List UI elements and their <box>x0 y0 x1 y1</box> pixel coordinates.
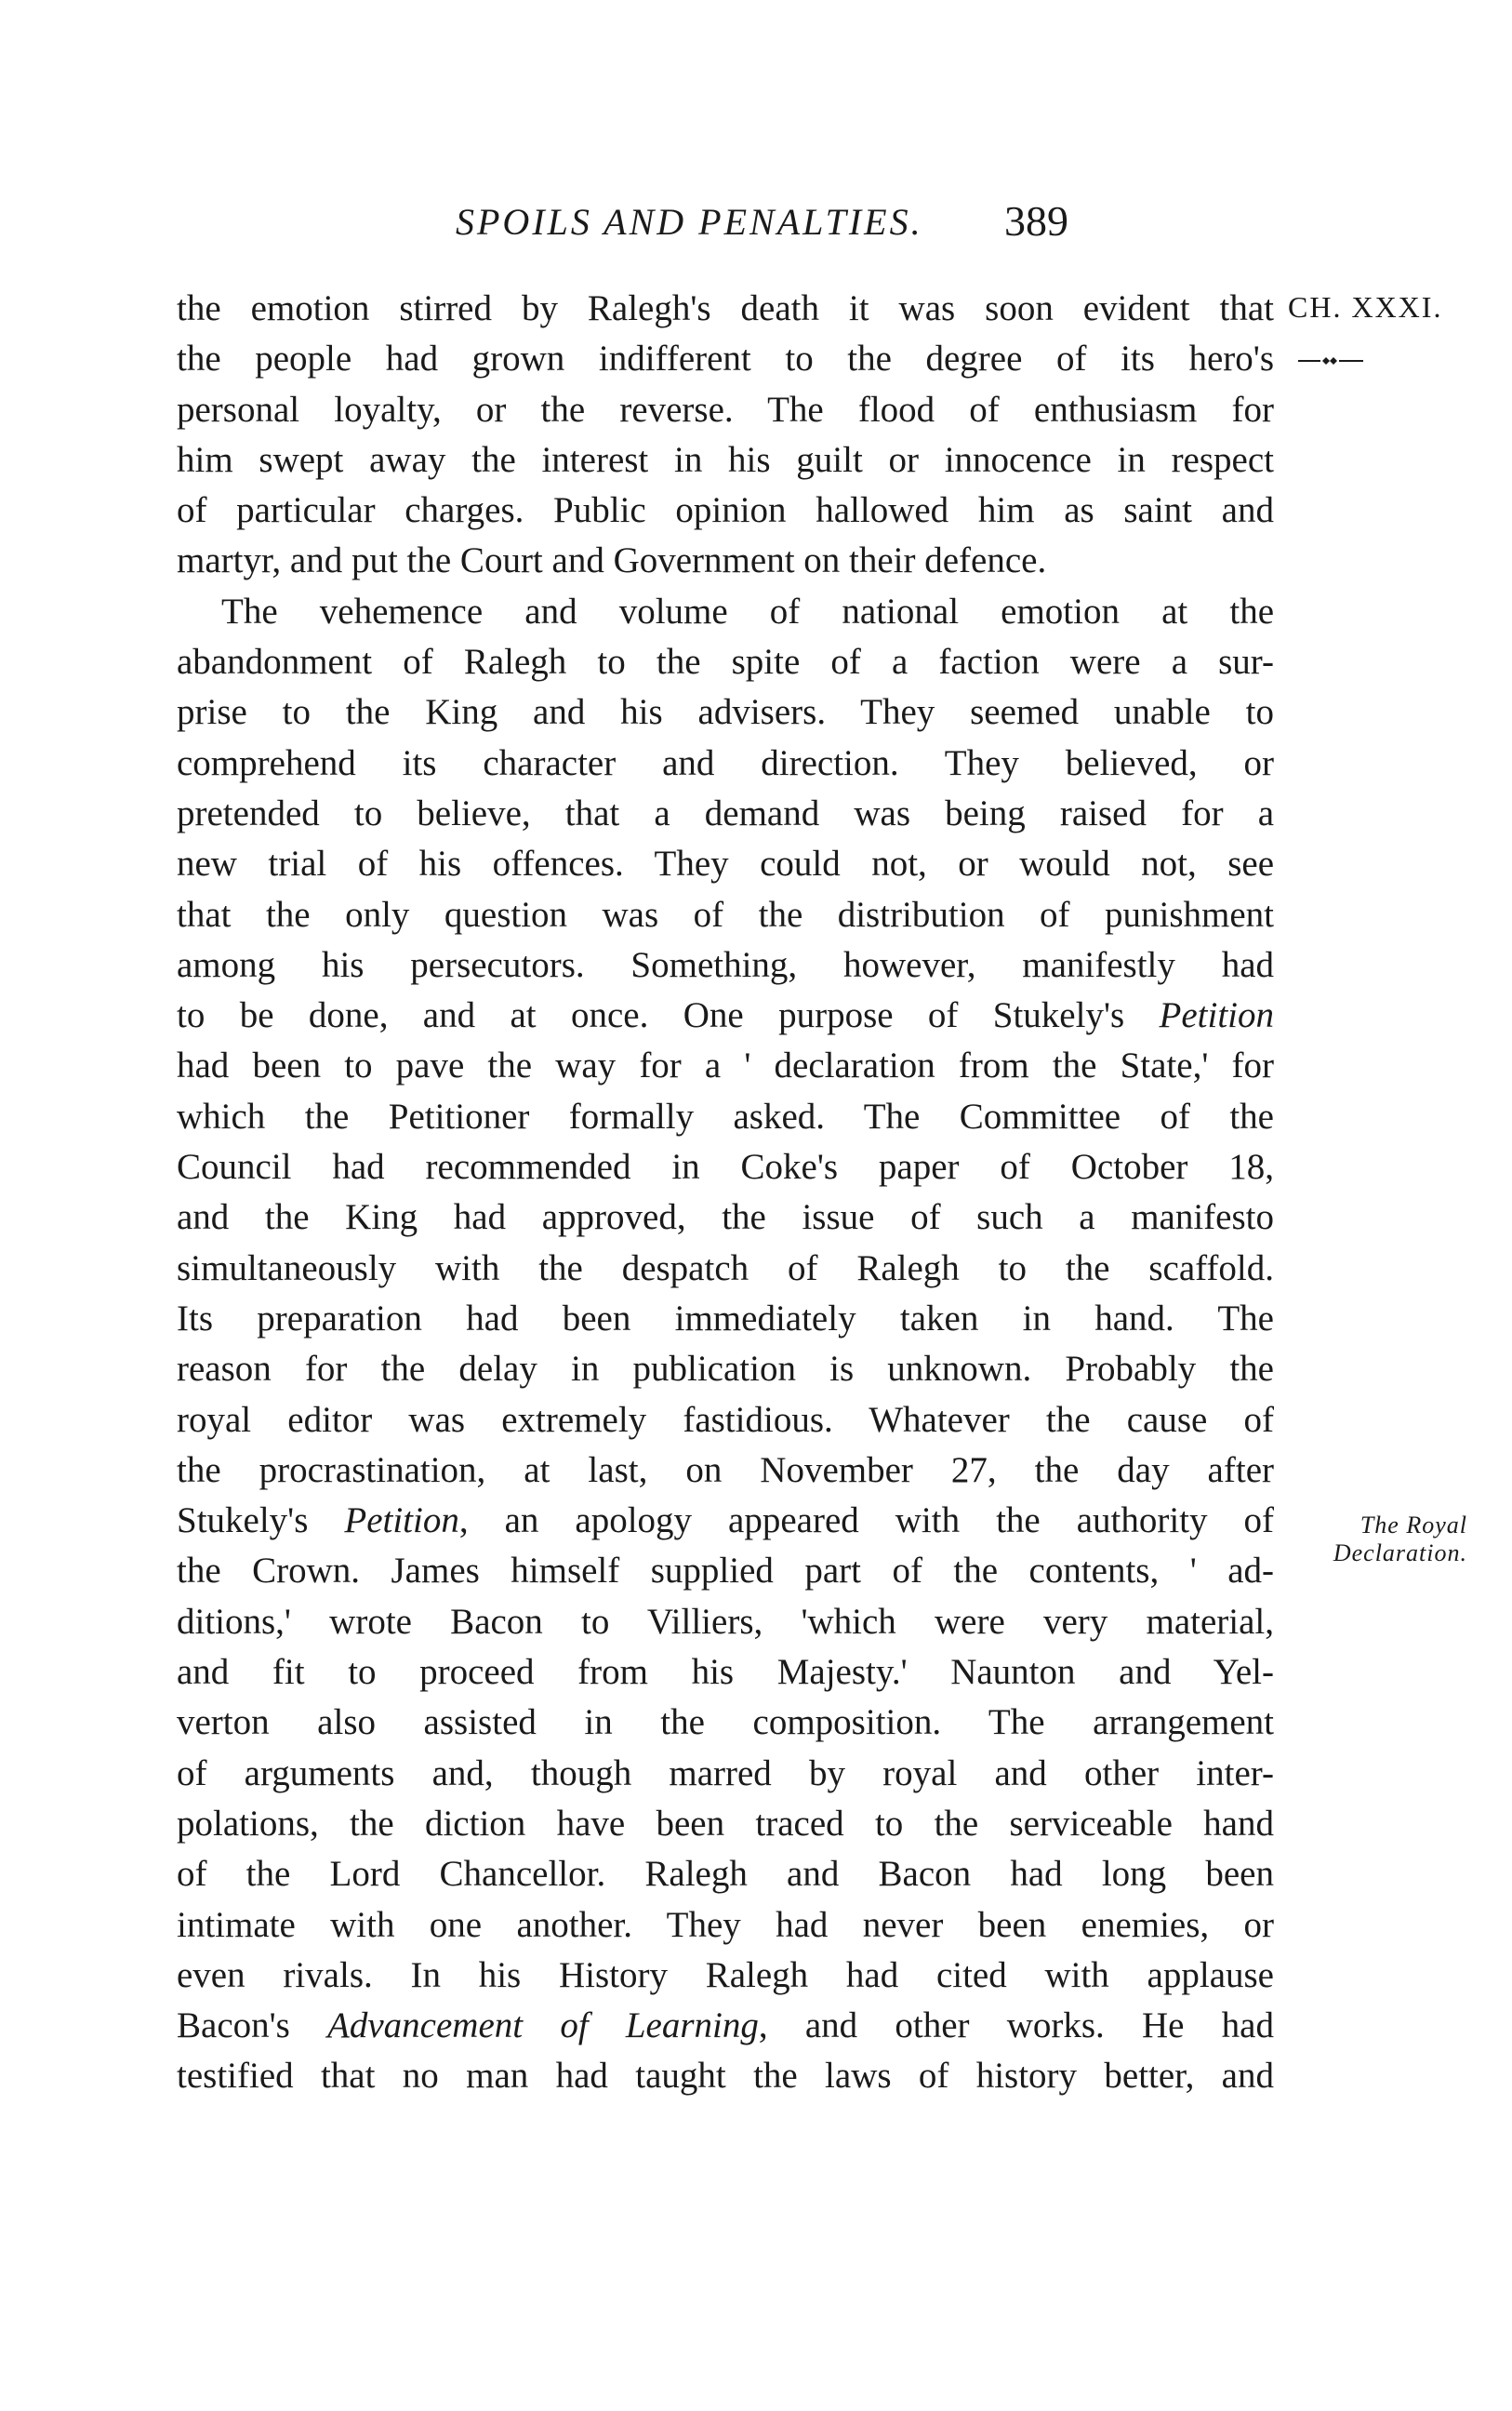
text-line: verton also assisted in the composition. The arrangement <box>177 1702 1274 1743</box>
margin-note-royal-declaration <box>1281 1512 1467 1567</box>
text-line: among his persecutors. Something, however, manifestly had <box>177 944 1274 985</box>
italic-title: Petition <box>1159 995 1274 1036</box>
text-line: pretended to believe, that a demand was being raised for a <box>177 793 1274 833</box>
text-line: royal editor was extremely fastidious. Whatever the cause of <box>177 1399 1274 1440</box>
text-line: him swept away the interest in his guilt or innocence in respect <box>177 439 1274 480</box>
text-line: the people had grown indifferent to the degree of its hero's <box>177 339 1274 380</box>
page-number: 389 <box>1004 197 1068 245</box>
text-line: of the Lord Chancellor. Ralegh and Bacon had long been <box>177 1854 1274 1895</box>
text-span: Stukely's <box>177 1500 345 1541</box>
text-span: , an apology appeared with the authority of <box>458 1500 1274 1541</box>
margin-note-chapter: CH. XXXI. <box>1288 290 1443 324</box>
text-line: the procrastination, at last, on November 27, the day after <box>177 1449 1274 1490</box>
text-line: testified that no man had taught the laws of history better, and <box>177 2056 1274 2097</box>
margin-note-line: Declaration. <box>1333 1539 1467 1566</box>
text-line: personal loyalty, or the reverse. The flood of enthusiasm for <box>177 389 1274 430</box>
text-line: Its preparation had been immediately taken in hand. The <box>177 1298 1274 1339</box>
text-line: simultaneously with the despatch of Ralegh to the scaffold. <box>177 1247 1274 1288</box>
text-line: even rivals. In his History Ralegh had cited with applause <box>177 1954 1274 1995</box>
text-span: to be done, and at once. One purpose of Stukely's <box>177 995 1160 1036</box>
text-line: of arguments and, though marred by royal and other inter- <box>177 1752 1274 1793</box>
text-line: reason for the delay in publication is unknown. Probably the <box>177 1349 1274 1390</box>
margin-note-line: The Royal <box>1359 1512 1467 1539</box>
text-span: , and other works. He had <box>758 2005 1274 2046</box>
text-line <box>177 991 1274 1041</box>
text-line: intimate with one another. They had never been enemies, or <box>177 1904 1274 1945</box>
ornament-dash-icon <box>1298 355 1363 366</box>
text-line <box>177 1496 1274 1546</box>
text-line: which the Petitioner formally asked. The Committee of the <box>177 1096 1274 1137</box>
text-line: Council had recommended in Coke's paper of October 18, <box>177 1147 1274 1188</box>
text-line: the emotion stirred by Ralegh's death it was soon evident that <box>177 288 1274 328</box>
text-line: The vehemence and volume of national emotion at the <box>221 591 1274 632</box>
text-line <box>177 2001 1274 2051</box>
italic-title: Advancement of Learning <box>327 2005 759 2046</box>
text-line: of particular charges. Public opinion hallowed him as saint and <box>177 490 1274 531</box>
running-head-title: SPOILS AND PENALTIES. <box>456 201 923 243</box>
text-line: had been to pave the way for a ' declaration from the State,' for <box>177 1046 1274 1086</box>
text-line: polations, the diction have been traced to the serviceable hand <box>177 1803 1274 1844</box>
text-line: prise to the King and his advisers. They seemed unable to <box>177 692 1274 733</box>
text-line: abandonment of Ralegh to the spite of a faction were a sur- <box>177 642 1274 683</box>
text-line: martyr, and put the Court and Government on their defence. <box>177 540 1047 581</box>
italic-title: Petition <box>344 1500 459 1541</box>
body-text <box>177 284 1274 2102</box>
text-line: and fit to proceed from his Majesty.' Naunton and Yel- <box>177 1652 1274 1693</box>
text-line: that the only question was of the distribution of punishment <box>177 894 1274 935</box>
text-line: new trial of his offences. They could not, or would not, see <box>177 844 1274 885</box>
text-line: comprehend its character and direction. They believed, or <box>177 742 1274 783</box>
text-line: the Crown. James himself supplied part of the contents, ' ad- <box>177 1551 1274 1592</box>
text-span: Bacon's <box>177 2005 328 2046</box>
text-line: ditions,' wrote Bacon to Villiers, 'which were very material, <box>177 1601 1274 1642</box>
text-line: and the King had approved, the issue of such a manifesto <box>177 1197 1274 1238</box>
running-head <box>177 197 1274 256</box>
